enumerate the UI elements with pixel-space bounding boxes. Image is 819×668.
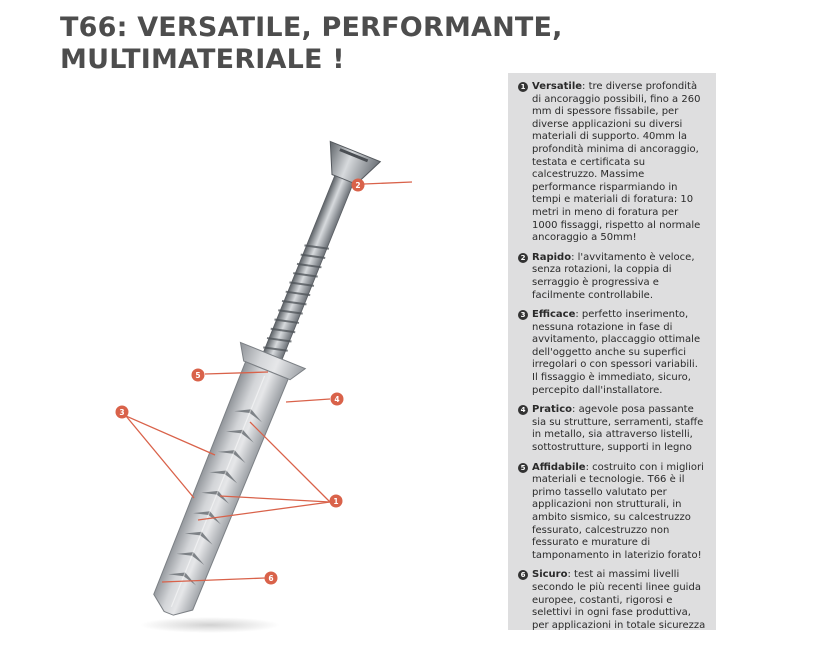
feature-title: Affidabile [532,461,586,473]
callout-marker-1 [330,495,343,508]
feature-text: : perfetto inserimento, nessuna rotazione in fase di avvitamento, placcaggio ottimale dell'oggetto anche su superfici irregolari o con spessori variabili. Il fissaggio è immediato, sicuro, percepito dall'installatore. [532,309,701,396]
callout-label-1: 1 [333,497,339,506]
callout-marker-6 [265,572,278,585]
feature-title: Efficace [532,309,576,321]
callout-label-4: 4 [334,395,340,404]
callout-marker-4 [331,393,344,406]
feature-item [518,569,706,630]
callout-marker-3 [116,406,129,419]
callout-marker-5 [192,369,205,382]
callout-line-1b [250,422,330,502]
feature-title: Pratico [532,404,573,416]
feature-title: Versatile [532,81,583,92]
page-title-line-2: MULTIMATERIALE ! [60,44,345,75]
feature-number: 2 [518,253,528,263]
callout-line-3a [126,416,194,498]
callout-label-3: 3 [119,408,125,417]
feature-text: : agevole posa passante sia su strutture, serramenti, staffe in metallo, sia attraverso listelli, sottostrutture, supporti in legno [532,404,704,454]
callout-label-2: 2 [355,181,361,190]
callout-line-2 [364,182,412,184]
page-title-line-1: T66: VERSATILE, PERFORMANTE, [60,12,563,43]
feature-number: 3 [518,310,528,320]
feature-item [518,462,706,563]
feature-text: : l'avvitamento è veloce, senza rotazioni, la coppia di serraggio è progressiva e facilmente controllabile. [532,251,695,301]
feature-text: : test ai massimi livelli secondo le più recenti linee guida europee, costanti, rigorosi e selettivi in ogni fase produttiva, per applicazioni in totale sicurezza [532,569,706,630]
callout-line-4 [286,399,330,402]
feature-text: : costruito con i migliori materiali e tecnologie. T66 è il primo tassello valutato per applicazioni non strutturali, in ambito sismico, su calcestruzzo fessurato, calcestruzzo non fessurato e murature di tamponamento in laterizio forato! [532,461,704,561]
feature-number: 4 [518,405,528,415]
feature-title: Sicuro [532,569,568,581]
feature-number: 6 [518,570,528,580]
screw-shaft [258,175,355,369]
feature-number: 1 [518,82,528,92]
feature-item [518,309,706,397]
feature-title: Rapido [532,251,572,263]
feature-number: 5 [518,463,528,473]
page-title [60,12,563,76]
feature-item [518,404,706,454]
feature-item [518,81,706,245]
feature-item [518,252,706,302]
callout-label-6: 6 [268,574,274,583]
anchor-illustration [90,120,510,640]
feature-text: : tre diverse profondità di ancoraggio possibili, fino a 260 mm di spessore fissabile, per diverse applicazioni su diversi materiali di supporto. 40mm la profondità minima di ancoraggio, testata e certificata su calcestruzzo. Massime performance risparmiando in tempi e materiali di foratura: 10 metri in meno di foratura per 1000 fissaggi, rispetto al normale ancoraggio a 50mm! [532,81,701,244]
features-panel [508,73,716,630]
callout-marker-2 [352,179,365,192]
callout-line-3b [126,416,215,455]
callout-label-5: 5 [195,371,201,380]
